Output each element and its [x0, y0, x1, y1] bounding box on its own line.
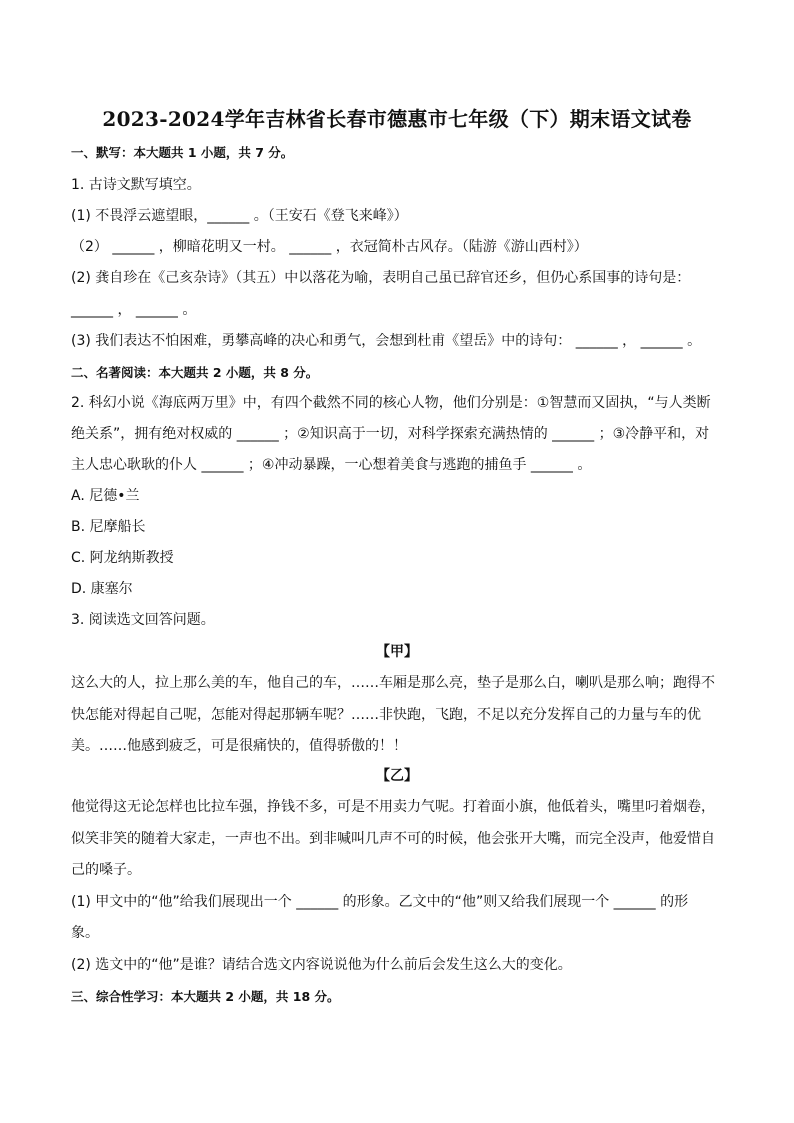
option-c: C. 阿龙纳斯教授	[71, 550, 174, 566]
question-2-line: 2. 科幻小说《海底两万里》中，有四个截然不同的核心人物，他们分别是：①智慧而又固执，“与人类断	[71, 395, 711, 411]
passage-yi-line: 己的嗓子。	[71, 862, 141, 878]
question-3-sub-line: (2) 选文中的“他”是谁？请结合选文内容说说他为什么前后会发生这么大的变化。	[71, 957, 572, 973]
passage-jia-line: 这么大的人，拉上那么美的车，他自己的车，……车厢是那么亮，垫子是那么白，喇叭是那么响；跑得不	[71, 675, 715, 691]
question-3-prompt: 3. 阅读选文回答问题。	[71, 612, 215, 628]
passage-jia-line: 美。……他感到疲乏，可是很痛快的，值得骄傲的！！	[71, 738, 407, 754]
question-3-sub-line: (1) 甲文中的“他”给我们展现出一个 ______ 的形象。乙文中的“他”则又给我们展现一个 ______ 的形	[71, 894, 689, 910]
question-1-prompt: 1. 古诗文默写填空。	[71, 177, 201, 193]
option-b: B. 尼摩船长	[71, 519, 146, 535]
page-title: 2023-2024学年吉林省长春市德惠市七年级（下）期末语文试卷	[102, 107, 692, 131]
passage-yi-label: 【乙】	[376, 768, 418, 784]
question-1-line: (1) 不畏浮云遮望眼，______ 。（王安石《登飞来峰》）	[71, 208, 408, 224]
question-2-line: 绝关系”，拥有绝对权威的 ______ ；②知识高于一切，对科学探索充满热情的 ______ ；③冷静平和，对	[71, 426, 710, 442]
question-3-sub-line: 象。	[71, 925, 99, 941]
option-a: A. 尼德•兰	[71, 488, 140, 504]
question-1-line: （2） ______ ，柳暗花明又一村。 ______ ，衣冠简朴古风存。（陆游《游山西村》）	[71, 239, 588, 255]
passage-yi-line: 似笑非笑的随着大家走，一声也不出。到非喊叫几声不可的时候，他会张开大嘴，而完全没声，他爱惜自	[71, 831, 715, 847]
question-1-line: (2) 龚自珍在《己亥杂诗》（其五）中以落花为喻，表明自己虽已辞官还乡，但仍心系国事的诗句是：	[71, 270, 691, 286]
question-2-line: 主人忠心耿耿的仆人 ______ ；④冲动暴躁，一心想着美食与逃跑的捕鱼手 ______ 。	[71, 457, 592, 473]
section-heading-2: 二、名著阅读：本大题共 2 小题，共 8 分。	[71, 365, 319, 380]
passage-yi-line: 他觉得这无论怎样也比拉车强，挣钱不多，可是不用卖力气呢。打着面小旗，他低着头，嘴里叼着烟卷，	[71, 799, 715, 815]
section-heading-3: 三、综合性学习：本大题共 2 小题，共 18 分。	[71, 989, 340, 1004]
passage-jia-line: 快怎能对得起自己呢，怎能对得起那辆车呢？……非快跑，飞跑，不足以充分发挥自己的力量与车的优	[71, 707, 701, 723]
passage-jia-label: 【甲】	[376, 644, 418, 660]
question-1-line: (3) 我们表达不怕困难，勇攀高峰的决心和勇气，会想到杜甫《望岳》中的诗句： ______ ， ______ 。	[71, 333, 702, 349]
option-d: D. 康塞尔	[71, 581, 133, 597]
section-heading-1: 一、默写：本大题共 1 小题，共 7 分。	[71, 145, 294, 160]
question-1-line: ______ ， ______ 。	[71, 302, 197, 318]
